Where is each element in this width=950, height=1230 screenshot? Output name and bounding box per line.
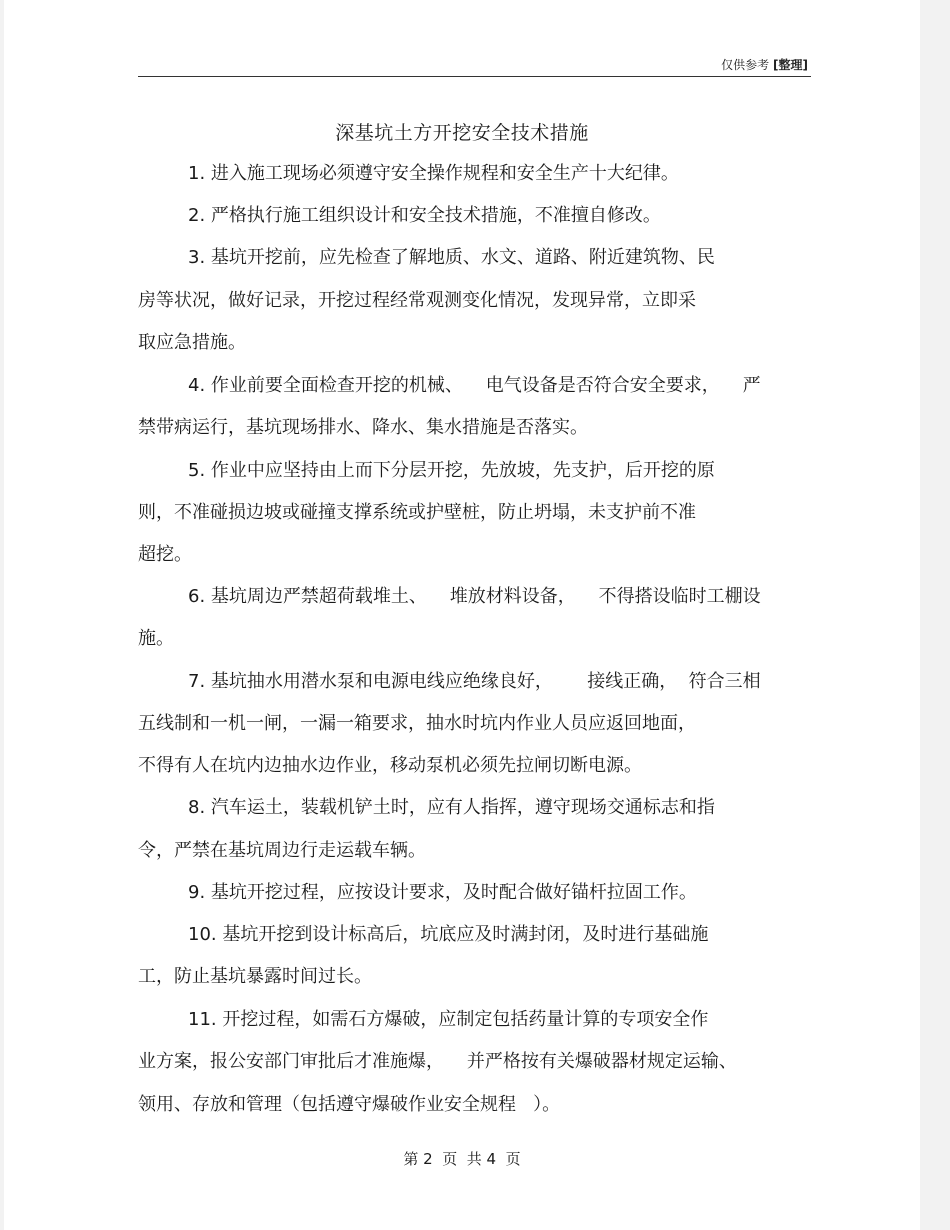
header-note (721, 56, 808, 73)
paragraph-line: 则，不准碰损边坡或碰撞支撑系统或护壁桩，防止坍塌，未支护前不准 (138, 502, 696, 523)
paragraph-line: 4. 作业前要全面检查开挖的机械、 电气设备是否符合安全要求， 严 (188, 375, 761, 396)
paragraph-line: 房等状况，做好记录，开挖过程经常观测变化情况，发现异常，立即采 (138, 290, 696, 311)
document-title: 深基坑土方开挖安全技术措施 (335, 122, 589, 144)
paragraph-line: 领用、存放和管理（包括遵守爆破作业安全规程 ）。 (138, 1094, 561, 1115)
paragraph-line: 10. 基坑开挖到设计标高后，坑底应及时满封闭，及时进行基础施 (188, 924, 709, 945)
paragraph-line: 不得有人在坑内边抽水边作业，移动泵机必须先拉闸切断电源。 (138, 755, 642, 776)
paragraph-line: 8. 汽车运土，装载机铲土时，应有人指挥，遵守现场交通标志和指 (188, 797, 715, 818)
paragraph-line: 禁带病运行，基坑现场排水、降水、集水措施是否落实。 (138, 417, 588, 438)
paragraph-line: 取应急措施。 (138, 332, 246, 353)
paragraph-line: 2. 严格执行施工组织设计和安全技术措施，不准擅自修改。 (188, 205, 661, 226)
paragraph-line: 令，严禁在基坑周边行走运载车辆。 (138, 840, 426, 861)
paragraph-line: 超挖。 (138, 544, 192, 565)
paragraph-line: 工，防止基坑暴露时间过长。 (138, 966, 372, 987)
paragraph-line: 3. 基坑开挖前，应先检查了解地质、水文、道路、附近建筑物、民 (188, 247, 715, 268)
paragraph-line: 五线制和一机一闸，一漏一箱要求，抽水时坑内作业人员应返回地面， (138, 713, 696, 734)
paragraph-line: 7. 基坑抽水用潜水泵和电源电线应绝缘良好， 接线正确， 符合三相 (188, 671, 761, 692)
document-page (4, 0, 920, 1230)
paragraph-line: 业方案，报公安部门审批后才准施爆， 并严格按有关爆破器材规定运输、 (138, 1051, 737, 1072)
paragraph-line: 5. 作业中应坚持由上而下分层开挖，先放坡，先支护，后开挖的原 (188, 460, 715, 481)
header-rule (138, 76, 811, 77)
paragraph-line: 1. 进入施工现场必须遵守安全操作规程和安全生产十大纪律。 (188, 163, 679, 184)
paragraph-line: 施。 (138, 628, 174, 649)
header-note-text: 仅供参考 (721, 58, 770, 72)
paragraph-line: 6. 基坑周边严禁超荷载堆土、 堆放材料设备， 不得搭设临时工棚设 (188, 586, 761, 607)
paragraph-line: 9. 基坑开挖过程，应按设计要求，及时配合做好锚杆拉固工作。 (188, 882, 697, 903)
page-footer: 第 2 页 共 4 页 (403, 1150, 521, 1168)
header-tag: [整理] (773, 58, 808, 72)
paragraph-line: 11. 开挖过程，如需石方爆破，应制定包括药量计算的专项安全作 (188, 1009, 709, 1030)
